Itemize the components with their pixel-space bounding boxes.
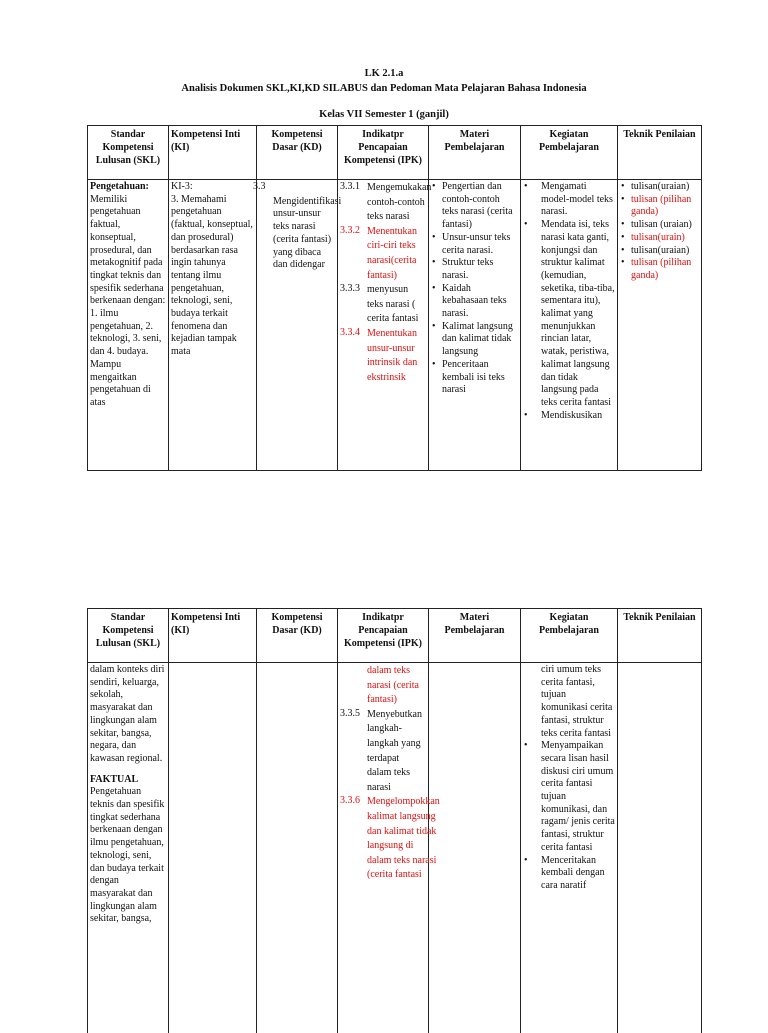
ipk-item: 3.3.1 Mengemukakan contoh-contoh teks narasi [340, 181, 432, 223]
header-kegiatan: Kegiatan Pembelajaran [521, 609, 618, 663]
skl-heading: Pengetahuan: [90, 181, 149, 192]
list-item: • tulisan (uraian) [620, 219, 699, 232]
ipk-cell [338, 180, 432, 471]
ki-text: 3. Memahami pengetahuan (faktual, konseptual, dan prosedural) berdasarkan rasa ingin tahunya tentang ilmu pengetahuan, teknologi, seni, budaya terkait fenomena dan kejadian tampak mata [171, 193, 253, 358]
ki-cell [169, 663, 257, 1033]
list-item: • Unsur-unsur teks cerita narasi. [431, 232, 518, 257]
skl-text: dalam konteks diri sendiri, keluarga, sekolah, masyarakat dan lingkungan alam sekitar, bangsa, negara, dan kawasan regional. [90, 664, 165, 764]
kegiatan-cell [521, 663, 618, 1033]
kd-text: Mengidentifikasi unsur-unsur teks narasi (cerita fantasi) yang dibaca dan didengar [273, 195, 342, 271]
ipk-item: 3.3.3 menyusun teks narasi ( cerita fantasi [340, 283, 419, 325]
materi-cell [429, 180, 521, 471]
analysis-table-1 [87, 125, 702, 471]
kd-number: 3.3 [253, 181, 266, 192]
list-item: • Mendata isi, teks narasi kata ganti, konjungsi dan struktur kalimat (kemudian, seketika, tiba-tiba, sementara itu), kalimat yang menunjukkan rincian latar, watak, peristiwa, kalimat langsung dan tidak langsung pada teks cerita fantasi [523, 219, 615, 410]
header-ipk: Indikatpr Pencapaian Kompetensi (IPK) [338, 609, 429, 663]
list-item: • Menyampaikan secara lisan hasil diskusi ciri umum cerita fantasi tujuan komunikasi, dan ragam/ jenis cerita fantasi, struktur cerita fantasi [523, 740, 615, 854]
teknik-cell [618, 180, 702, 471]
header-ki: Kompetensi Inti (KI) [169, 609, 257, 663]
ipk-item: 3.3.2 Menentukan ciri-ciri teks narasi(cerita fantasi) [340, 224, 417, 281]
skl-text: Pengetahuan teknis dan spesifik tingkat sederhana berkenaan dengan ilmu pengetahuan, teknologi, seni, dan budaya terkait dengan masyarakat dan lingkungan alam sekitar, bangsa, [90, 786, 165, 925]
class-semester-label: Kelas VII Semester 1 (ganjil) [319, 109, 449, 120]
list-item: • tulisan (pilihan ganda) [620, 257, 699, 282]
table-header-row [88, 609, 702, 663]
header-teknik: Teknik Penilaian [618, 609, 702, 663]
list-item: • tulisan(uraian) [620, 245, 699, 258]
ki-cell [169, 180, 257, 471]
header-ipk: Indikatpr Pencapaian Kompetensi (IPK) [338, 126, 429, 180]
list-item: • Mengamati model-model teks narasi. [523, 181, 615, 219]
list-item: • Kaidah kebahasaan teks narasi. [431, 283, 518, 321]
list-item: • Menceritakan kembali dengan cara naratif [523, 855, 615, 893]
ipk-cell [338, 663, 440, 1033]
kd-cell [257, 663, 338, 1033]
document-title-block [0, 66, 768, 122]
list-item: • Struktur teks narasi. [431, 257, 518, 282]
skl-text: Memiliki pengetahuan faktual, konseptual, prosedural, dan metakognitif pada tingkat teknis dan spesifik sederhana berkenaan dengan: 1. ilmu pengetahuan, 2. teknologi, 3. seni, dan 4. budaya. Mampu mengaitkan pengetahuan di atas [90, 193, 166, 408]
ki-label: KI-3: [171, 181, 193, 192]
document-title: Analisis Dokumen SKL,KI,KD SILABUS dan Pedoman Mata Pelajaran Bahasa Indonesia [181, 83, 587, 94]
skl-cell [88, 663, 169, 1033]
list-item: • Pengertian dan contoh-contoh teks narasi (cerita fantasi) [431, 181, 518, 232]
header-teknik: Teknik Penilaian [618, 126, 702, 180]
header-materi: Materi Pembelajaran [429, 609, 521, 663]
header-kd: Kompetensi Dasar (KD) [257, 126, 338, 180]
list-item: • tulisan(urain) [620, 232, 699, 245]
list-item: • Kalimat langsung dan kalimat tidak langsung [431, 321, 518, 359]
skl-heading: FAKTUAL [90, 773, 139, 785]
lk-label: LK 2.1.a [364, 68, 404, 79]
kegiatan-continuation: ciri umum teks cerita fantasi, tujuan komunikasi cerita fantasi, struktur teks cerita fantasi [541, 664, 613, 739]
header-materi: Materi Pembelajaran [429, 126, 521, 180]
kegiatan-cell [521, 180, 618, 471]
ipk-item: 3.3.4 Menentukan unsur-unsur intrinsik dan ekstrinsik [340, 326, 418, 383]
materi-cell [429, 663, 521, 1033]
header-kd: Kompetensi Dasar (KD) [257, 609, 338, 663]
table-header-row [88, 126, 702, 180]
header-kegiatan: Kegiatan Pembelajaran [521, 126, 618, 180]
header-skl: Standar Kompetensi Lulusan (SKL) [88, 609, 169, 663]
ipk-item: dalam teks narasi (cerita fantasi) [367, 665, 419, 706]
kd-cell [253, 180, 342, 471]
analysis-table-2 [87, 608, 702, 1033]
table-row [88, 180, 702, 471]
list-item: • tulisan (pilihan ganda) [620, 194, 699, 219]
list-item: • Mendiskusikan [523, 410, 615, 423]
header-skl: Standar Kompetensi Lulusan (SKL) [88, 126, 169, 180]
skl-cell [88, 180, 169, 471]
table-row [88, 663, 702, 1033]
list-item: • Penceritaan kembali isi teks narasi [431, 359, 518, 397]
header-ki: Kompetensi Inti (KI) [169, 126, 257, 180]
ipk-item: 3.3.5 Menyebutkan langkah-langkah yang terdapat dalam teks narasi [340, 707, 422, 793]
list-item: • tulisan(uraian) [620, 181, 699, 194]
ipk-item: 3.3.6 Mengelompokkan kalimat langsung dan kalimat tidak langsung di dalam teks narasi (cerita fantasi [340, 795, 440, 881]
teknik-cell [618, 663, 702, 1033]
